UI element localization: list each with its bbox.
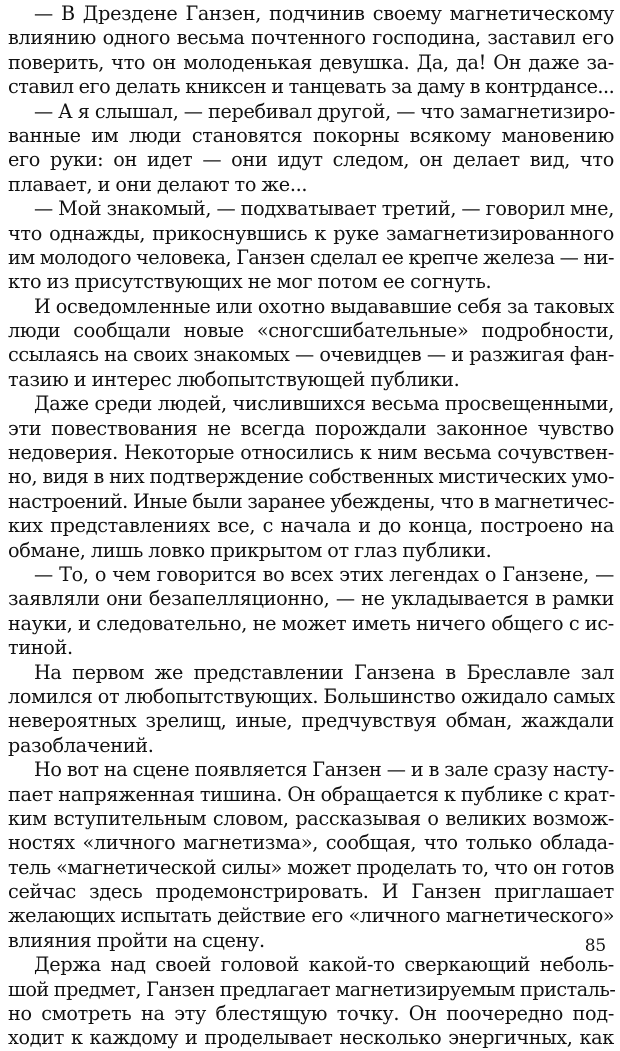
paragraph xyxy=(8,758,614,953)
text-line: ванные им люди становятся покорны всякому мановению xyxy=(8,123,614,147)
text-line: влиянию одного весьма почтенного господина, заставил его xyxy=(8,26,614,50)
text-line: обмане, лишь ловко прикрытом от глаз публики. xyxy=(8,538,492,562)
paragraph xyxy=(8,661,614,759)
text-line: желающих испытать действие его «личного магнетического» xyxy=(8,904,614,928)
text-line: заявляли они безапелляционно, — не укладывается в рамки xyxy=(8,587,614,611)
text-line: им молодого человека, Ганзен сделал ее крепче железа — ни- xyxy=(8,245,614,269)
text-line: влияния пройти на сцену. xyxy=(8,928,265,952)
text-line: эти повествования не всегда порождали законное чувство xyxy=(8,416,614,440)
paragraph xyxy=(8,197,614,295)
text-line: Держа над своей головой какой-то сверкающий неболь- xyxy=(34,953,614,977)
text-line: плавает, и они делают то же... xyxy=(8,172,308,196)
text-line: люди сообщали новые «сногсшибательные» подробности, xyxy=(8,319,614,343)
text-line: но смотреть на эту блестящую точку. Он поочередно под- xyxy=(8,1002,614,1026)
text-line: поверить, что он молоденькая девушка. Да, да! Он даже за- xyxy=(8,50,614,74)
text-line: ссылаясь на своих знакомых — очевидцев — и разжигая фан- xyxy=(8,343,614,367)
text-line: Даже среди людей, числившихся весьма просвещенными, xyxy=(34,392,614,416)
text-line: — Мой знакомый, — подхватывает третий, — говорил мне, xyxy=(34,197,615,221)
paragraph xyxy=(8,100,614,198)
text-line: тиной. xyxy=(8,636,73,660)
text-line: шой предмет, Ганзен предлагает магнетизируемым присталь- xyxy=(8,977,616,1001)
text-line: науки, и следовательно, не может иметь ничего общего с ис- xyxy=(8,611,614,635)
text-line: Но вот на сцене появляется Ганзен — и в зале сразу насту- xyxy=(34,758,614,782)
paragraph xyxy=(8,563,614,661)
text-line: — В Дрездене Ганзен, подчинив своему магнетическому xyxy=(34,2,614,25)
text-line: невероятных зрелищ, иные, предчувствуя обман, жаждали xyxy=(8,709,614,733)
page-number: 85 xyxy=(584,936,606,956)
text-line: ностях «личного магнетизма», сообщая, что только облада- xyxy=(8,831,614,855)
text-line: ким вступительным словом, рассказывая о великих возмож- xyxy=(8,806,614,830)
paragraph xyxy=(8,295,614,393)
text-line: ходит к каждому и проделывает несколько энергичных, как xyxy=(8,1026,614,1050)
text-line: — То, о чем говорится во всех этих легендах о Ганзене, — xyxy=(34,562,614,586)
paragraph xyxy=(8,392,614,563)
text-line: ких представлениях все, с начала и до конца, построено на xyxy=(8,514,614,538)
text-line: настроений. Иные были заранее убеждены, что в магнетичес- xyxy=(8,489,614,513)
text-line: И осведомленные или охотно выдававшие себя за таковых xyxy=(34,294,614,318)
text-line: На первом же представлении Ганзена в Бреславле зал xyxy=(34,660,614,684)
text-line: тазию и интерес любопытствующей публики. xyxy=(8,367,460,391)
text-line: сейчас здесь продемонстрировать. И Ганзен приглашает xyxy=(8,880,614,904)
text-line: недоверия. Некоторые относились к ним весьма сочувствен- xyxy=(8,441,614,465)
book-page xyxy=(8,2,614,1051)
text-line: разоблачений. xyxy=(8,733,154,757)
text-line: но, видя в них подтверждение собственных мистических умо- xyxy=(8,465,615,489)
paragraph xyxy=(8,2,614,100)
text-line: ломился от любопытствующих. Большинство ожидало самых xyxy=(8,684,615,708)
paragraph xyxy=(8,953,614,1051)
text-line: — А я слышал, — перебивал другой, — что замагнетизиро- xyxy=(34,99,615,123)
text-line: ставил его делать книксен и танцевать за даму в контрдансе... xyxy=(8,75,615,99)
text-line: его руки: он идет — они идут следом, он делает вид, что xyxy=(8,148,614,172)
text-line: пает напряженная тишина. Он обращается к публике с крат- xyxy=(8,782,616,806)
text-line: что однажды, прикоснувшись к руке замагнетизированного xyxy=(8,221,614,245)
text-line: кто из присутствующих не мог потом ее согнуть. xyxy=(8,270,492,294)
text-line: тель «магнетической силы» может проделать то, что он готов xyxy=(8,855,614,879)
